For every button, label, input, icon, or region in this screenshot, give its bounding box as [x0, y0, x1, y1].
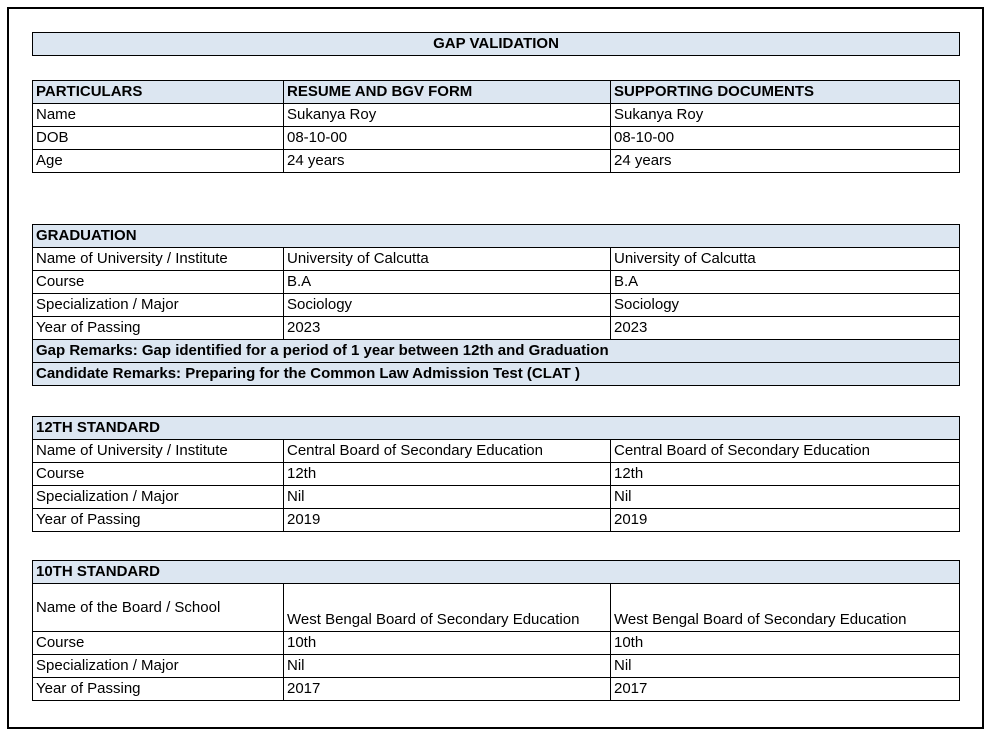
table-row: [33, 271, 960, 294]
candidate-remarks-row: [33, 363, 960, 386]
resume-cell: West Bengal Board of Secondary Education: [284, 584, 611, 632]
resume-cell: B.A: [284, 271, 611, 294]
personal-table: [32, 80, 960, 173]
table-row: [33, 509, 960, 532]
label-cell: Year of Passing: [33, 678, 284, 701]
resume-cell: 2019: [284, 509, 611, 532]
document-cell: Sukanya Roy: [611, 104, 960, 127]
candidate-remarks: Candidate Remarks: Preparing for the Common Law Admission Test (CLAT ): [33, 363, 960, 386]
label-cell: Specialization / Major: [33, 655, 284, 678]
tenth-table: [32, 560, 960, 701]
table-row: [33, 248, 960, 271]
label-cell: Specialization / Major: [33, 486, 284, 509]
resume-cell: 12th: [284, 463, 611, 486]
label-cell: Specialization / Major: [33, 294, 284, 317]
table-row: [33, 486, 960, 509]
gap-remarks-row: [33, 340, 960, 363]
document-cell: 24 years: [611, 150, 960, 173]
twelfth-heading-row: [33, 417, 960, 440]
table-row: [33, 317, 960, 340]
header-resume-bgv: RESUME AND BGV FORM: [284, 81, 611, 104]
resume-cell: Sociology: [284, 294, 611, 317]
resume-cell: Nil: [284, 486, 611, 509]
table-row: [33, 150, 960, 173]
header-supporting-docs: SUPPORTING DOCUMENTS: [611, 81, 960, 104]
label-cell: Name: [33, 104, 284, 127]
document-cell: 08-10-00: [611, 127, 960, 150]
resume-cell: 2023: [284, 317, 611, 340]
table-row: [33, 632, 960, 655]
header-particulars: PARTICULARS: [33, 81, 284, 104]
title-table: [32, 32, 960, 56]
label-cell: Name of University / Institute: [33, 440, 284, 463]
label-cell: Course: [33, 271, 284, 294]
table-row: [33, 584, 960, 632]
table-row: [33, 294, 960, 317]
graduation-heading-row: [33, 225, 960, 248]
resume-cell: Nil: [284, 655, 611, 678]
graduation-table: [32, 224, 960, 386]
personal-header-row: [33, 81, 960, 104]
document-cell: B.A: [611, 271, 960, 294]
table-row: [33, 127, 960, 150]
resume-cell: University of Calcutta: [284, 248, 611, 271]
tenth-heading-row: [33, 561, 960, 584]
label-cell: Course: [33, 463, 284, 486]
document-cell: Nil: [611, 655, 960, 678]
label-cell: Year of Passing: [33, 317, 284, 340]
page-title: GAP VALIDATION: [33, 33, 960, 56]
document-cell: 2017: [611, 678, 960, 701]
document-cell: Nil: [611, 486, 960, 509]
label-cell: Age: [33, 150, 284, 173]
resume-cell: 08-10-00: [284, 127, 611, 150]
label-cell: Course: [33, 632, 284, 655]
document-cell: Sociology: [611, 294, 960, 317]
label-cell: Name of University / Institute: [33, 248, 284, 271]
table-row: [33, 678, 960, 701]
document-cell: 12th: [611, 463, 960, 486]
table-row: [33, 463, 960, 486]
table-row: [33, 655, 960, 678]
document-cell: Central Board of Secondary Education: [611, 440, 960, 463]
label-cell: DOB: [33, 127, 284, 150]
table-row: [33, 104, 960, 127]
document-cell: 10th: [611, 632, 960, 655]
document-cell: West Bengal Board of Secondary Education: [611, 584, 960, 632]
gap-remarks: Gap Remarks: Gap identified for a period of 1 year between 12th and Graduation: [33, 340, 960, 363]
label-cell: Name of the Board / School: [33, 584, 284, 632]
section-heading: 10TH STANDARD: [33, 561, 960, 584]
document-cell: 2019: [611, 509, 960, 532]
label-cell: Year of Passing: [33, 509, 284, 532]
resume-cell: 2017: [284, 678, 611, 701]
section-heading: GRADUATION: [33, 225, 960, 248]
document-cell: University of Calcutta: [611, 248, 960, 271]
document-cell: 2023: [611, 317, 960, 340]
resume-cell: 24 years: [284, 150, 611, 173]
table-row: [33, 440, 960, 463]
resume-cell: Sukanya Roy: [284, 104, 611, 127]
resume-cell: 10th: [284, 632, 611, 655]
resume-cell: Central Board of Secondary Education: [284, 440, 611, 463]
twelfth-table: [32, 416, 960, 532]
section-heading: 12TH STANDARD: [33, 417, 960, 440]
